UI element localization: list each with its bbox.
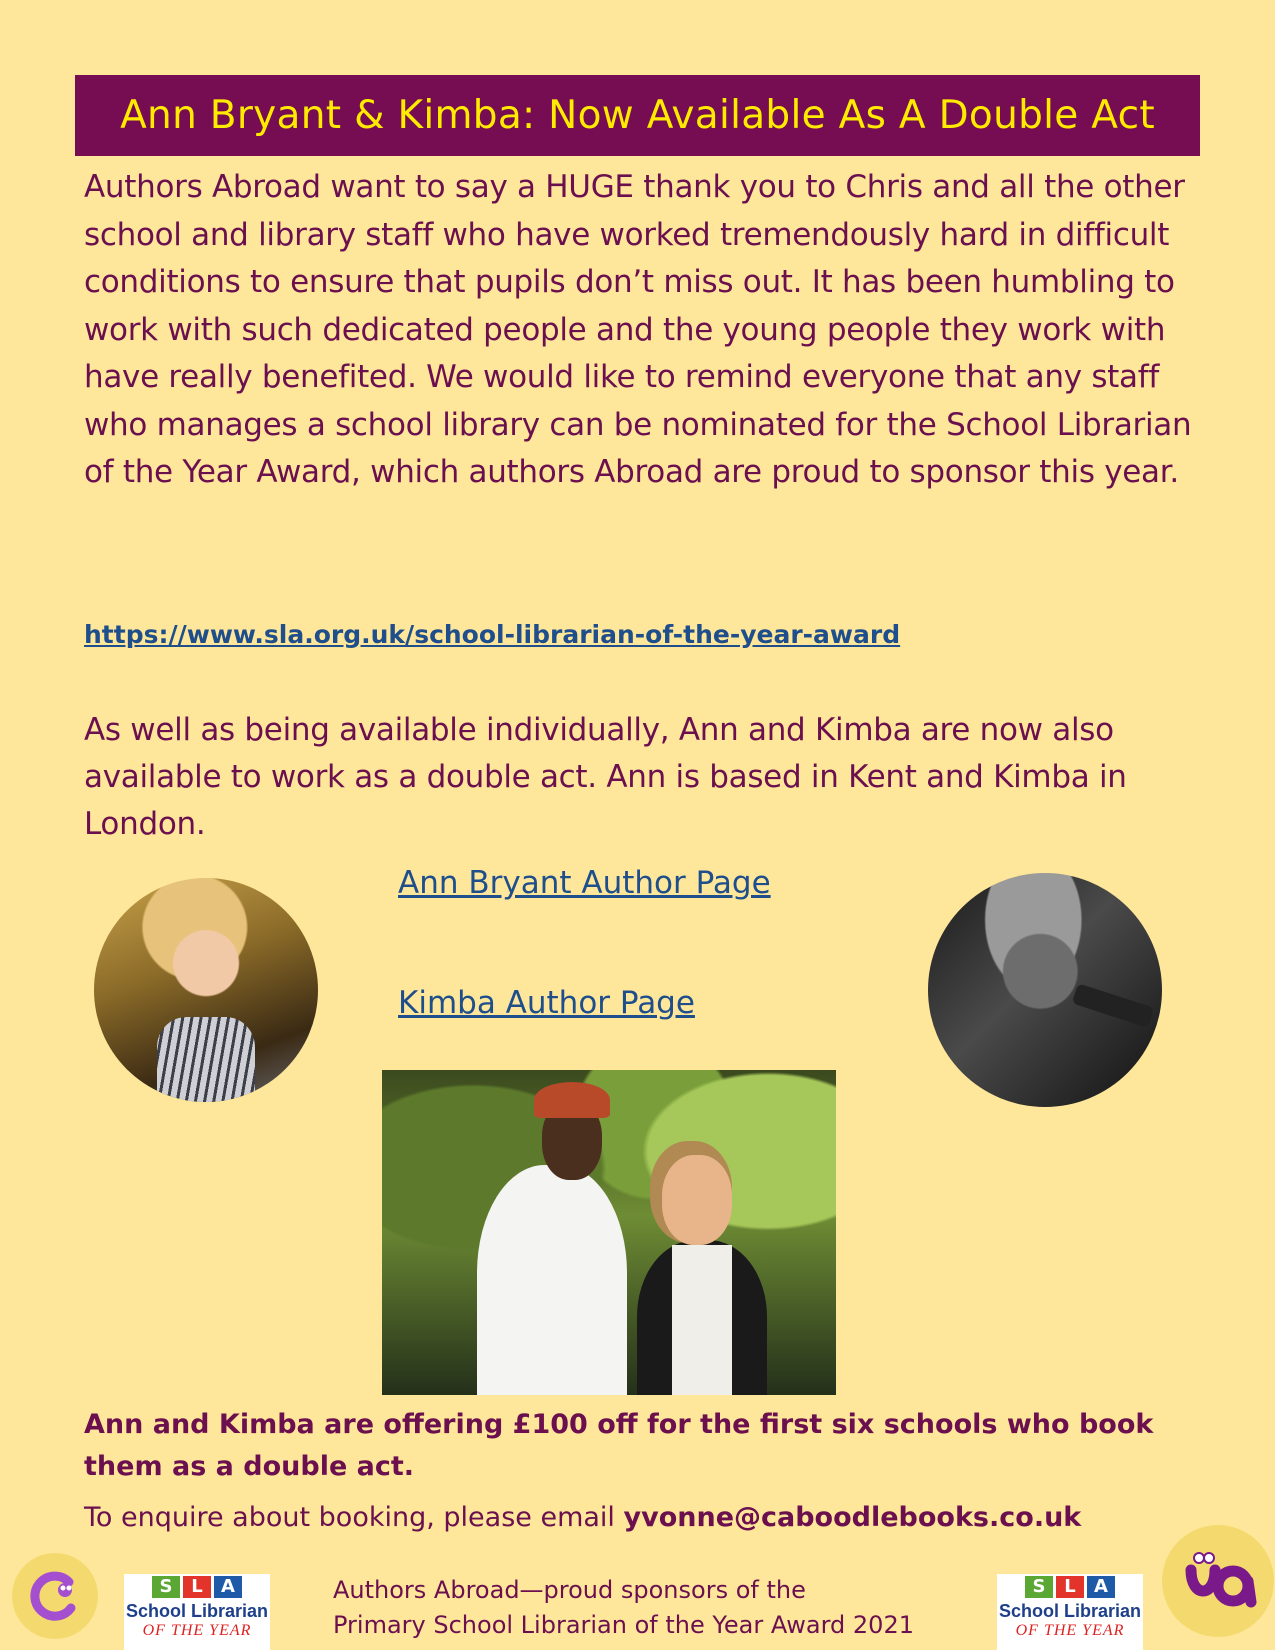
enquire-line	[84, 1502, 1081, 1533]
photo-figure-kimba	[477, 1165, 627, 1395]
enquire-prefix: To enquire about booking, please email	[84, 1502, 624, 1533]
sla-letter-l: L	[1056, 1576, 1084, 1598]
sla-school-librarian-badge-right	[997, 1574, 1143, 1650]
photo-figure-ann-shirt	[672, 1245, 732, 1395]
intro-paragraph: Authors Abroad want to say a HUGE thank you to Chris and all the other school and library staff who have worked tremendously hard in difficult conditions to ensure that pupils don’t miss out. It has been humbling to work with such dedicated people and the young people they work with have really benefited. We would like to remind everyone that any staff who manages a school library can be nominated for the School Librarian of the Year Award, which authors Abroad are proud to sponsor this year.	[84, 169, 1192, 490]
title-banner	[75, 75, 1200, 156]
sla-school-librarian-badge-left	[124, 1574, 270, 1650]
kimba-photo	[928, 873, 1162, 1107]
contact-email[interactable]: yvonne@caboodlebooks.co.uk	[623, 1502, 1082, 1533]
footer-sponsor-text	[333, 1573, 914, 1643]
caboodle-logo	[12, 1553, 98, 1639]
sla-badge-subtitle: OF THE YEAR	[142, 1622, 252, 1639]
offer-text: Ann and Kimba are offering £100 off for the first six schools who book them as a double act.	[84, 1409, 1154, 1482]
sla-letter-a: A	[214, 1576, 242, 1598]
page-title: Ann Bryant & Kimba: Now Available As A Double Act	[120, 93, 1155, 138]
authors-abroad-ua-icon	[1173, 1536, 1263, 1626]
ann-bryant-photo	[94, 878, 318, 1102]
availability-paragraph: As well as being available individually, Ann and Kimba are now also available to work as a double act. Ann is based in Kent and Kimba in London.	[84, 712, 1127, 842]
footer-line-2: Primary School Librarian of the Year Award 2021	[333, 1611, 914, 1639]
kimba-author-page-link[interactable]: Kimba Author Page	[398, 985, 695, 1021]
photo-figure-ann-head	[662, 1155, 732, 1245]
sla-letter-a: A	[1087, 1576, 1115, 1598]
photo-figure-kimba-hat	[534, 1082, 610, 1118]
footer-line-1: Authors Abroad—proud sponsors of the	[333, 1576, 806, 1604]
sla-letter-s: S	[152, 1576, 180, 1598]
sla-award-link[interactable]: https://www.sla.org.uk/school-librarian-of-the-year-award	[84, 620, 901, 649]
ann-bryant-author-page-link[interactable]: Ann Bryant Author Page	[398, 865, 771, 901]
sla-badge-subtitle: OF THE YEAR	[1015, 1622, 1125, 1639]
authors-abroad-logo	[1162, 1525, 1274, 1637]
sla-letter-l: L	[183, 1576, 211, 1598]
sla-letter-s: S	[1025, 1576, 1053, 1598]
sla-badge-title: School Librarian	[998, 1601, 1142, 1621]
ann-and-kimba-photo	[382, 1070, 836, 1395]
caboodle-c-icon	[25, 1566, 85, 1626]
sla-badge-title: School Librarian	[125, 1601, 269, 1621]
